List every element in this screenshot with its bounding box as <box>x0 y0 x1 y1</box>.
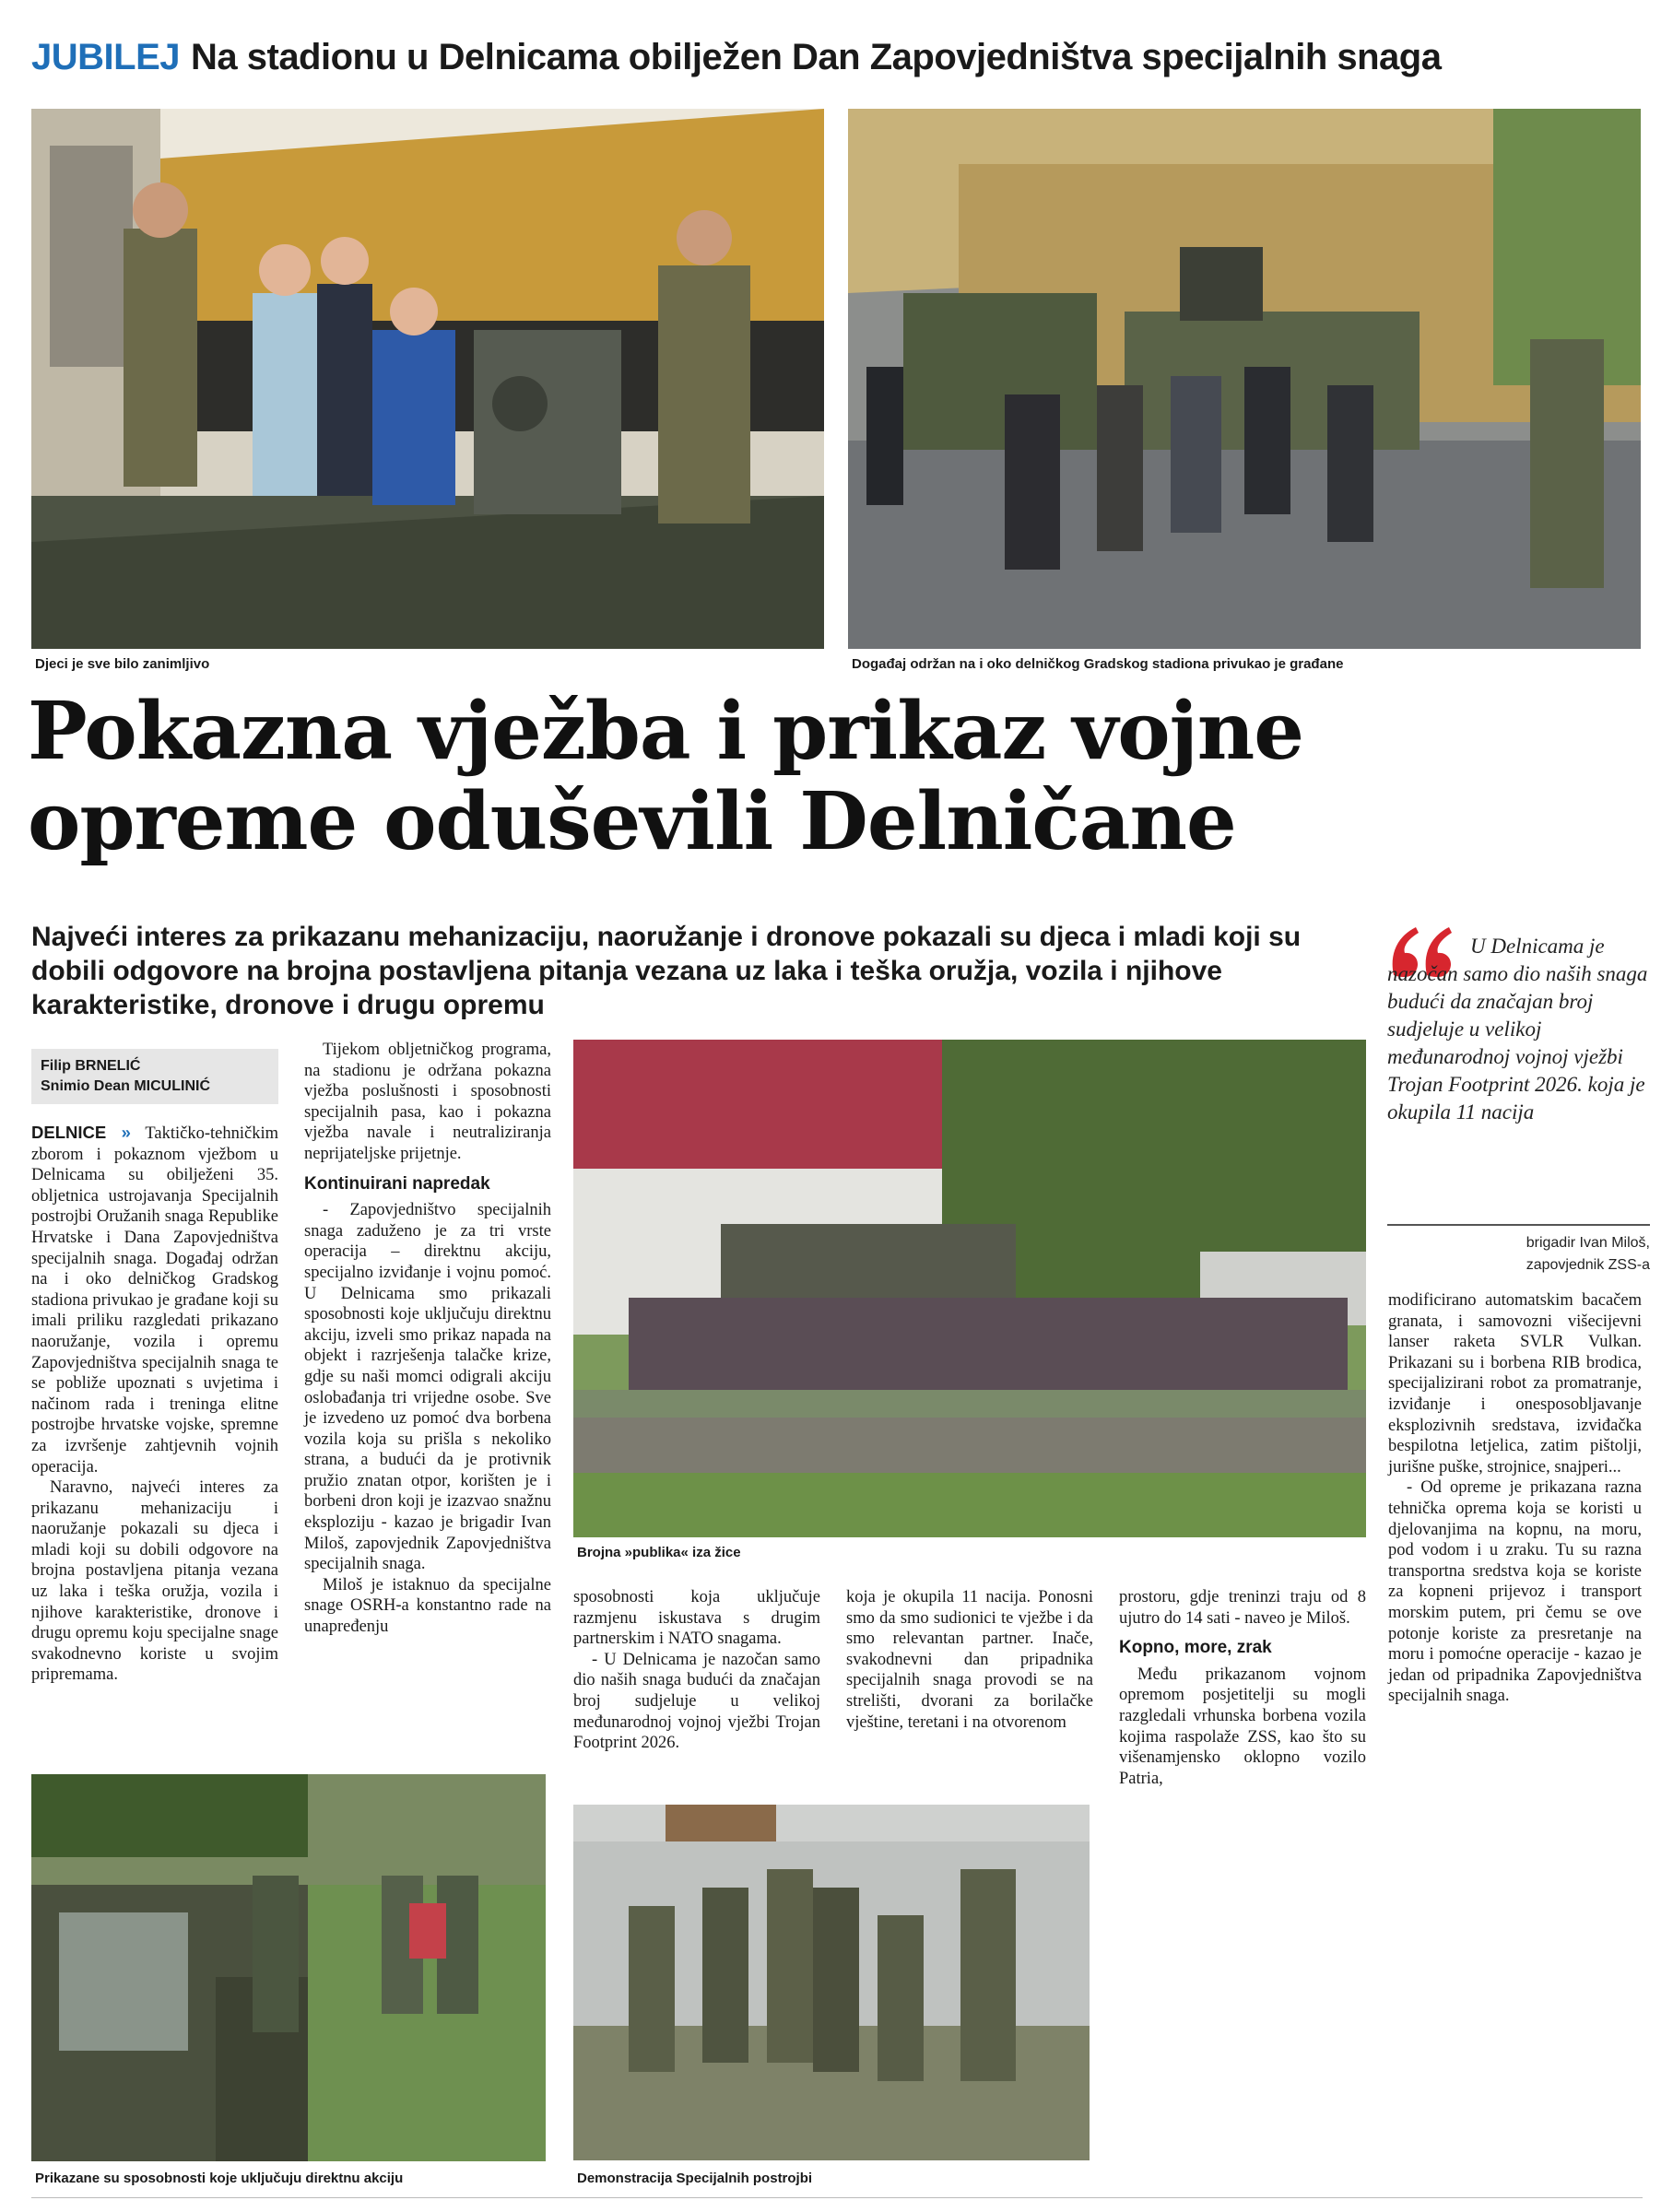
photo-soldiers-rescue-exercise-icon <box>31 1774 546 2161</box>
caption-bottom-left: Prikazane su sposobnosti koje uključuju direktnu akciju <box>35 2171 404 2186</box>
pull-quote-text: U Delnicama je nazočan samo dio naših snaga budući da značajan broj sudjeluje u velikoj međunarodnoj vojnoj vježbi Trojan Footprint 2026. koja je okupila 11 nacija <box>1387 935 1648 1124</box>
photo-top-right <box>848 109 1641 649</box>
article-column-4 <box>846 1587 1093 1733</box>
column-3-paragraph-1: sposobnosti koja uključuje razmjenu iskustava s drugim partnerskim i NATO snagama. <box>573 1588 820 1649</box>
dateline: DELNICE » <box>31 1123 131 1142</box>
column-6-paragraph-2: - Od opreme je prikazana razna tehnička oprema koja se koristi u djelovanjima na kopnu, na moru, pod vodom i u zraku. Tu su razna transportna sredstva koja se koriste za kopneni prijevoz i transport morskim putem, pri čemu se ove potonje koriste za presretanje na moru i pomoćne operacije - kazao je jedan od pripadnika Zapovjedništva specijalnih snaga. <box>1388 1478 1642 1706</box>
column-2-paragraph-2: - Zapovjedništvo specijalnih snaga zaduženo je za tri vrste operacija – direktnu akciju, specijalno izviđanje i vojnu pomoć. U Delnicama smo prikazali sposobnosti koje uključuju direktnu akciju, izveli smo prikaz napada na objekt i razrješenja talačke krize, gdje su naši momci odigrali akciju oslobađanja tri vrijedne osobe. Sve je izvedeno uz pomoć dva borbena vozila koja su prišla s nekoliko strana, a budući da je protivnik pružio znatan otpor, korišten je i borbeni dron koji je izazvao snažnu eksploziju - kazao je brigadir Ivan Miloš, zapovjednik Zapovjedništva specijalnih snaga. <box>304 1201 551 1574</box>
headline <box>28 687 1650 867</box>
article-column-3 <box>573 1587 820 1754</box>
caption-top-left: Djeci je sve bilo zanimljivo <box>35 656 210 672</box>
kicker-text: Na stadionu u Delnicama obilježen Dan Zapovjedništva specijalnih snaga <box>191 37 1442 77</box>
quote-divider <box>1387 1224 1650 1226</box>
headline-line-2: opreme oduševili Delničane <box>28 775 1236 868</box>
photo-bottom-middle <box>573 1805 1090 2160</box>
column-6-paragraph-1: modificirano automatskim bacačem granata, i samovozni višecijevni lanser raketa SVLR Vulkan. Prikazani su i borbena RIB brodica, specijalizirani robot za promatranje, izviđanje i onesposobljavanje eksplozivnih sredstava, izviđačka bespilotna letjelica, zatim pištolji, jurišne puške, strojnice, snajperi... <box>1388 1291 1642 1477</box>
column-4-paragraph-1: koja je okupila 11 nacija. Ponosni smo da smo sudionici te vježbe i da smo relevantan partner. Inače, svakodnevni dan pripadnika specijalnih snaga provodi se na strelišti, dvorani za borilačke vještine, teretani i na otvorenom <box>846 1588 1093 1732</box>
column-5-paragraph-2: Među prikazanom vojnom opremom posjetitelji su mogli razgledali vrhunska borbena vozila kojima raspolaže ZSS, kao što su višenamjensko oklopno vozilo Patria, <box>1119 1665 1366 1788</box>
photo-special-forces-demonstration-icon <box>573 1805 1090 2160</box>
subheading-continuous-progress: Kontinuirani napredak <box>304 1173 490 1194</box>
article-column-5 <box>1119 1587 1366 1789</box>
column-2-paragraph-1: Tijekom obljetničkog programa, na stadionu je održana pokazna vježba poslušnosti i sposobnosti specijalnih pasa, kao i pokazna vježba navale i neutraliziranja neprijateljske prijetnje. <box>304 1041 551 1163</box>
column-1-paragraph-2: Naravno, najveći interes za prikazanu mehanizaciju i naoružanje pokazali su djeca i mladi koji su dobili odgovore na brojna postavljena pitanja vezana uz laka i teška oružja, vozila i njihove karakteristike, dronove i drugu opremu koju specijalne snage svakodnevno koriste u svojim pripremama. <box>31 1478 278 1685</box>
kicker-tag: JUBILEJ <box>31 37 180 77</box>
article-column-2 <box>304 1040 551 1638</box>
dateline-arrow-icon: » <box>121 1123 131 1142</box>
column-1-paragraph-1: DELNICE » Taktičko-tehničkim zborom i pokaznom vježbom u Delnicama su obilježeni 35. obljetnica ustrojavanja Specijalnih postrojbi Oružanih snaga Republike Hrvatske i Dana Zapovjedništva specijalnih snaga. Događaj održan na i oko delničkog Gradskog stadiona privukao je građane koji su imali priliku razgledati prikazano naoružanje, vozila i opremu Zapovjedništva specijalnih snaga te se pobliže upoznati s uvjetima i načinom rada i treninga elitne postrojbe hrvatske vojske, spremne za izvršenje zahtjevnih vojnih operacija. <box>31 1123 279 1477</box>
photo-bottom-left <box>31 1774 546 2161</box>
byline <box>31 1049 278 1104</box>
photo-children-on-armored-vehicle-icon <box>31 109 824 649</box>
article-column-1 <box>31 1123 278 1686</box>
column-5-paragraph-1: prostoru, gdje treninzi traju od 8 ujutro do 14 sati - naveo je Miloš. <box>1119 1588 1366 1628</box>
photo-audience-behind-fence-icon <box>573 1040 1366 1537</box>
byline-photographer: Snimio Dean MICULINIĆ <box>41 1078 211 1094</box>
bottom-rule <box>31 2197 1643 2198</box>
photo-middle <box>573 1040 1366 1537</box>
pull-quote <box>1387 933 1650 1126</box>
photo-crowd-at-stadium-vehicles-icon <box>848 109 1641 649</box>
quote-signature <box>1383 1232 1650 1277</box>
kicker <box>31 37 1441 78</box>
subheading-land-sea-air: Kopno, more, zrak <box>1119 1638 1272 1658</box>
article-column-6 <box>1388 1290 1642 1707</box>
headline-line-1: Pokazna vježba i prikaz vojne <box>28 685 1303 778</box>
caption-bottom-middle: Demonstracija Specijalnih postrojbi <box>577 2171 813 2186</box>
column-2-paragraph-3: Miloš je istaknuo da specijalne snage OSRH-a konstantno rade na unapređenju <box>304 1575 551 1637</box>
photo-top-left <box>31 109 824 649</box>
lead-paragraph: Najveći interes za prikazanu mehanizaciju, naoružanje i dronove pokazali su djeca i mladi koji su dobili odgovore na brojna postavljena pitanja vezana uz laka i teška oružja, vozila i njihove karakteristike, dronove i drugu opremu <box>31 922 1302 1020</box>
quote-role: zapovjednik ZSS-a <box>1526 1257 1650 1273</box>
quote-author: brigadir Ivan Miloš, <box>1526 1235 1650 1251</box>
caption-top-right: Događaj održan na i oko delničkog Gradskog stadiona privukao je građane <box>852 656 1344 672</box>
caption-middle: Brojna »publika« iza žice <box>577 1545 741 1560</box>
byline-author: Filip BRNELIĆ <box>41 1058 141 1074</box>
column-3-paragraph-2: - U Delnicama je nazočan samo dio naših snaga budući da značajan broj sudjeluje u velikoj međunarodnoj vojnoj vježbi Trojan Footprint 2026. <box>573 1650 820 1753</box>
